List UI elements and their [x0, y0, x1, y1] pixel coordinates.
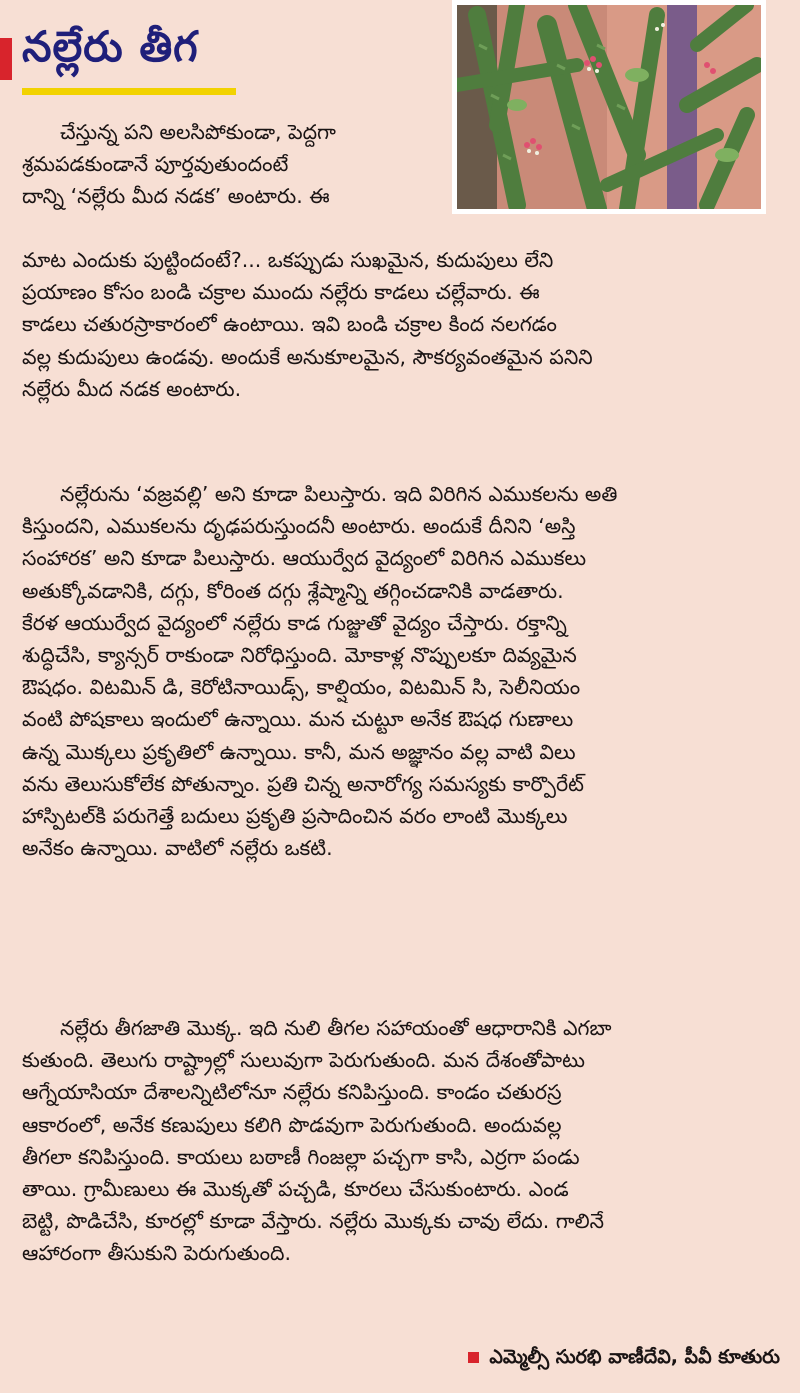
paragraph-1-top: [22, 116, 442, 213]
text-line: తాయి. గ్రామీణులు ఈ మొక్కతో పచ్చడి, కూరలు చేసుకుంటారు. ఎండ: [22, 1177, 569, 1202]
text-line: కుతుంది. తెలుగు రాష్ట్రాల్లో సులువుగా పెరుగుతుంది. మన దేశంతోపాటు: [22, 1048, 585, 1073]
text-line: మాట ఎందుకు పుట్టిందంటే?... ఒకప్పుడు సుఖమైన, కుదుపులు లేని: [22, 248, 554, 272]
cissus-vine-image: [457, 5, 761, 209]
text-line: నల్లేరును ‘వజ్రవల్లి’ అని కూడా పిలుస్తారు. ఇది విరిగిన ఎముకలను అతి: [60, 482, 618, 506]
byline: [468, 1346, 780, 1373]
text-line: ఔషధం. విటమిన్ డి, కెరోటినాయిడ్స్, కాల్షియం, విటమిన్ సి, సెలీనియం: [22, 675, 581, 700]
text-line: అతుక్కోవడానికి, దగ్గు, కోరింత దగ్గు శ్లేష్మాన్ని తగ్గించడానికి వాడతారు.: [22, 578, 564, 603]
text-line: నల్లేరు మీద నడక అంటారు.: [22, 376, 242, 401]
text-line: ఉన్న మొక్కలు ప్రకృతిలో ఉన్నాయి. కానీ, మన అజ్ఞానం వల్ల వాటి విలు: [22, 739, 576, 764]
text-line: ప్రయాణం కోసం బండి చక్రాల ముందు నల్లేరు కాడలు చల్లేవారు. ఈ: [22, 280, 540, 305]
text-line: బెట్టి, పొడిచేసి, కూరల్లో కూడా వేస్తారు. నల్లేరు మొక్కకు చావు లేదు. గాలినే: [22, 1209, 605, 1234]
text-line: కిస్తుందని, ఎముకలను దృఢపరుస్తుందనీ అంటారు. అందుకే దీనిని ‘అస్తి: [22, 514, 576, 539]
text-line: తీగలా కనిపిస్తుంది. కాయలు బఠాణీ గింజల్లా పచ్చగా కాసి, ఎర్రగా పండు: [22, 1144, 580, 1169]
text-line: ఆహారంగా తీసుకుని పెరుగుతుంది.: [22, 1241, 291, 1266]
text-line: హాస్పిటల్‌కి పరుగెత్తే బదులు ప్రకృతి ప్రసాదించిన వరం లాంటి మొక్కలు: [22, 804, 568, 829]
text-line: కాడలు చతురస్రాకారంలో ఉంటాయి. ఇవి బండి చక్రాల కింద నలగడం: [22, 312, 557, 337]
text-line: ఆగ్నేయాసియా దేశాలన్నిటిలోనూ నల్లేరు కనిపిస్తుంది. కాండం చతురస్ర: [22, 1080, 562, 1105]
text-line: అనేకం ఉన్నాయి. వాటిలో నల్లేరు ఒకటి.: [22, 836, 333, 861]
title-underline: [22, 88, 236, 95]
text-line: నల్లేరు తీగజాతి మొక్క. ఇది నులి తీగల సహాయంతో ఆధారానికి ఎగబా: [60, 1016, 612, 1040]
title-red-bar: [0, 38, 12, 80]
text-line: దాన్ని ‘నల్లేరు మీద నడక’ అంటారు. ఈ: [22, 184, 330, 209]
text-line: సంహారక’ అని కూడా పిలుస్తారు. ఆయుర్వేద వైద్యంలో విరిగిన ఎముకలు: [22, 546, 587, 571]
text-line: శ్రమపడకుండానే పూర్తవుతుందంటే: [22, 152, 289, 177]
text-line: ఆకారంలో, అనేక కణుపులు కలిగి పొడవుగా పెరుగుతుంది. అందువల్ల: [22, 1112, 562, 1137]
text-line: శుద్ధిచేసి, క్యాన్సర్ రాకుండా నిరోధిస్తుంది. మోకాళ్ల నొప్పులకూ దివ్యమైన: [22, 643, 577, 668]
red-square-bullet-icon: [468, 1352, 479, 1363]
plant-photo: [452, 0, 766, 214]
article-title: నల్లేరు తీగ: [22, 22, 199, 71]
text-line: వల్ల కుదుపులు ఉండవు. అందుకే అనుకూలమైన, సౌకర్యవంతమైన పనిని: [22, 344, 593, 369]
paragraph-3: [22, 1012, 782, 1270]
text-line: వంటి పోషకాలు ఇందులో ఉన్నాయి. మన చుట్టూ అనేక ఔషధ గుణాలు: [22, 707, 574, 732]
paragraph-1-bottom: [22, 244, 782, 405]
text-line: కేరళ ఆయుర్వేద వైద్యంలో నల్లేరు కాడ గుజ్జుతో వైద్యం చేస్తారు. రక్తాన్ని: [22, 610, 567, 635]
text-line: వను తెలుసుకోలేక పోతున్నాం. ప్రతి చిన్న అనారోగ్య సమస్యకు కార్పొరేట్: [22, 771, 584, 796]
paragraph-2: [22, 478, 782, 864]
text-line: చేస్తున్న పని అలసిపోకుండా, పెద్దగా: [60, 120, 336, 144]
byline-text: ఎమ్మెల్సీ సురభి వాణీదేవి, పీవీ కూతురు: [489, 1346, 780, 1368]
